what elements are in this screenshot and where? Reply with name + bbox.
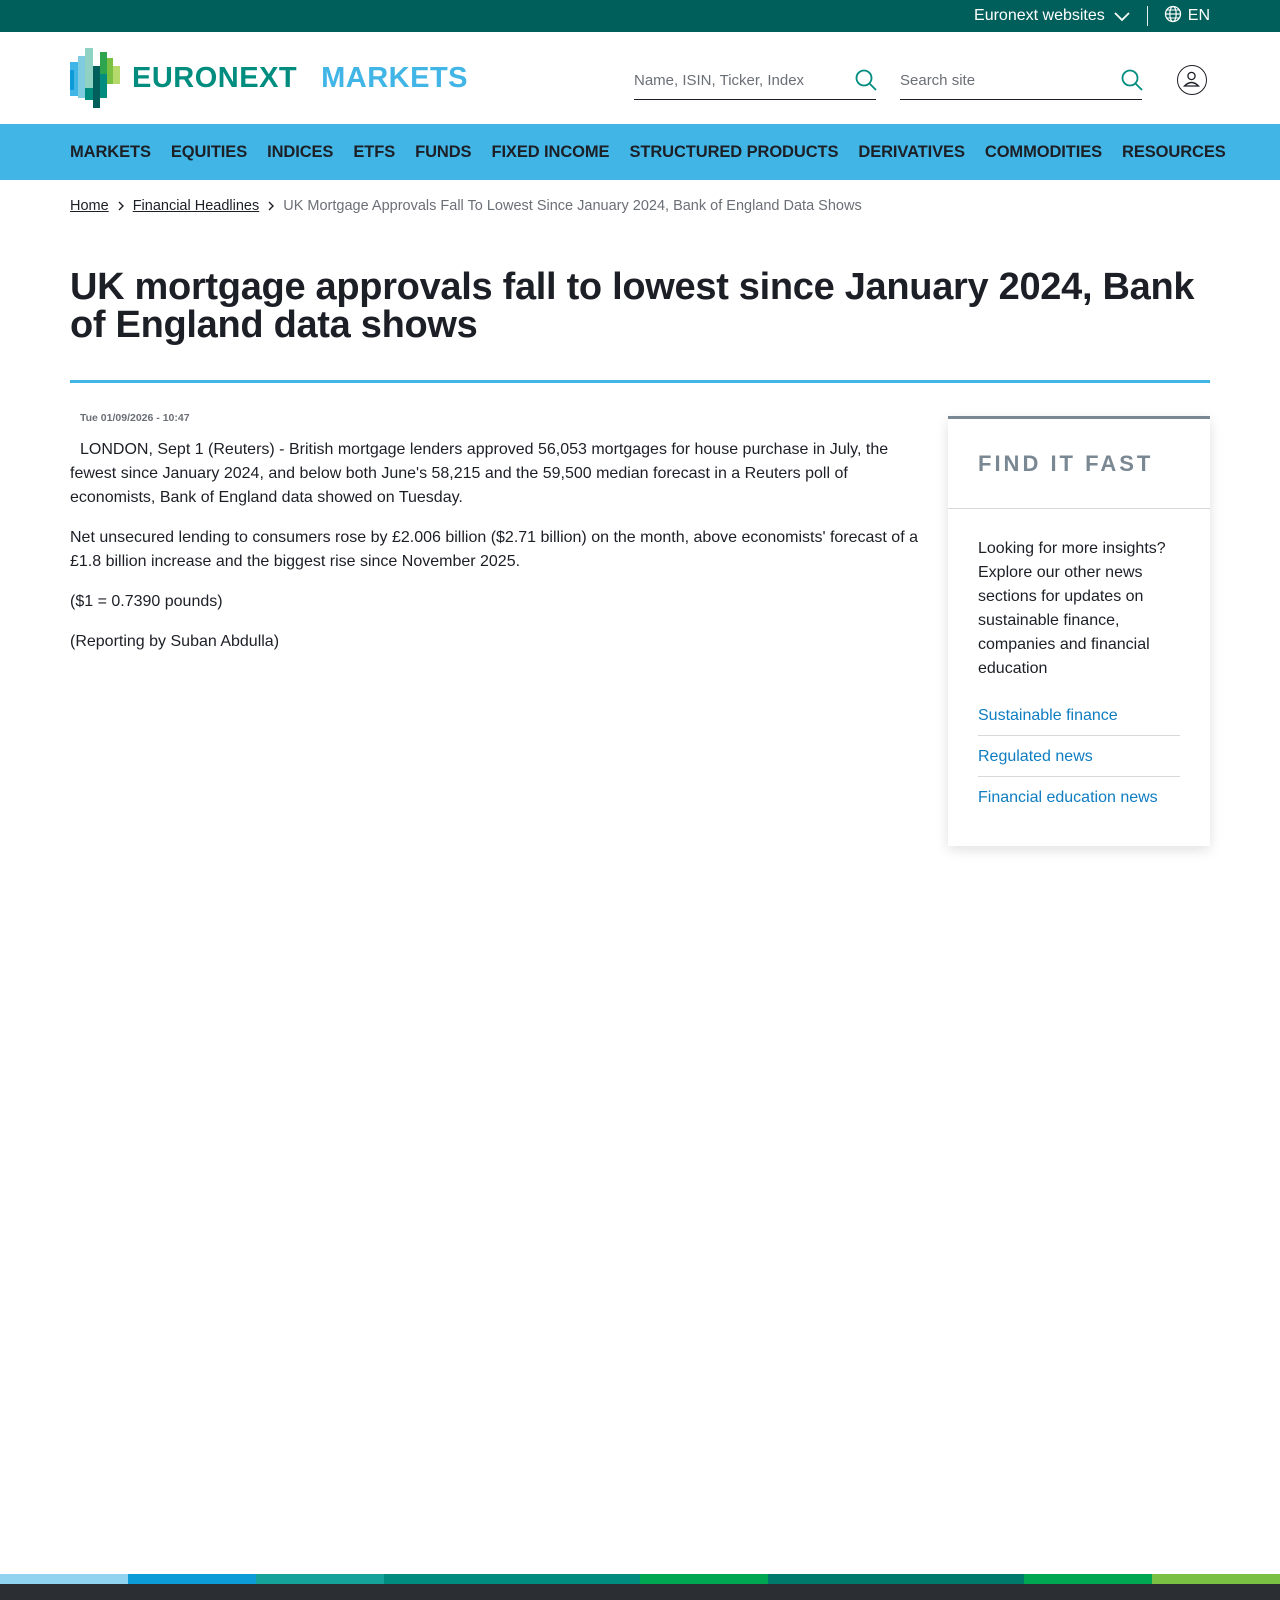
nav-item-derivatives[interactable]: DERIVATIVES <box>858 142 965 161</box>
logo-word: EURONEXT <box>132 61 298 94</box>
search-icon[interactable] <box>854 68 878 97</box>
article-body <box>70 412 920 670</box>
globe-icon <box>1164 5 1182 28</box>
euronext-websites-label: Euronext websites <box>974 7 1105 24</box>
article-paragraph: ($1 = 0.7390 pounds) <box>70 593 223 610</box>
title-divider <box>70 380 1210 383</box>
breadcrumb-home-link[interactable]: Home <box>70 198 109 214</box>
euronext-websites-dropdown[interactable] <box>974 7 1131 25</box>
site-search-input[interactable] <box>900 72 1100 89</box>
instrument-search-input[interactable] <box>634 72 834 89</box>
nav-item-fixed-income[interactable]: FIXED INCOME <box>491 142 610 161</box>
breadcrumb-current: UK Mortgage Approvals Fall To Lowest Since January 2024, Bank of England Data Shows <box>283 198 862 214</box>
article-paragraph: (Reporting by Suban Abdulla) <box>70 633 280 650</box>
nav-item-commodities[interactable]: COMMODITIES <box>984 142 1103 161</box>
find-it-fast-title: FIND IT FAST <box>948 419 1210 509</box>
link-regulated-news[interactable]: Regulated news <box>978 736 1180 777</box>
euronext-logo-mark <box>70 48 120 108</box>
language-label: EN <box>1187 7 1210 24</box>
footer-color-stripe <box>0 1574 1280 1584</box>
chevron-down-icon <box>1113 10 1131 22</box>
divider <box>1147 6 1148 26</box>
nav-item-funds[interactable]: FUNDS <box>415 142 472 161</box>
article-date: Tue 01/09/2026 - 10:47 <box>80 412 190 424</box>
logo-section-name: MARKETS <box>321 61 469 94</box>
find-it-fast-panel <box>948 416 1210 846</box>
footer <box>0 1584 1280 1600</box>
instrument-search <box>634 62 876 100</box>
chevron-right-icon <box>117 200 125 212</box>
find-it-fast-text: Looking for more insights? Explore our other news sections for updates on sustainable finance, companies and financial education <box>978 540 1166 677</box>
article-paragraph: Net unsecured lending to consumers rose by £2.006 billion ($2.71 billion) on the month, above economists' forecast of a £1.8 billion increase and the biggest rise since November 2025. <box>70 529 918 570</box>
nav-item-indices[interactable]: INDICES <box>267 142 334 161</box>
find-it-fast-links <box>948 681 1210 818</box>
page-title: UK mortgage approvals fall to lowest since January 2024, Bank of England data shows <box>70 266 1195 346</box>
link-financial-education-news[interactable]: Financial education news <box>978 789 1158 806</box>
chevron-right-icon <box>267 200 275 212</box>
top-bar <box>0 0 1280 32</box>
nav-item-resources[interactable]: RESOURCES <box>1122 142 1226 161</box>
site-header <box>0 32 1280 124</box>
main-nav <box>0 124 1280 180</box>
language-selector[interactable] <box>1164 5 1210 28</box>
breadcrumb-section-link[interactable]: Financial Headlines <box>132 198 260 214</box>
user-account-icon[interactable] <box>1177 65 1207 95</box>
search-icon[interactable] <box>1120 68 1144 97</box>
article-paragraph: LONDON, Sept 1 (Reuters) - British mortgage lenders approved 56,053 mortgages for house purchase in July, the fewest since January 2024, and below both June's 58,215 and the 59,500 median forecast in a Reuters poll of economists, Bank of England data showed on Tuesday. <box>70 441 889 506</box>
euronext-logo[interactable] <box>70 48 468 108</box>
nav-item-equities[interactable]: EQUITIES <box>170 142 248 161</box>
nav-item-markets[interactable]: MARKETS <box>70 142 151 161</box>
nav-item-structured-products[interactable]: STRUCTURED PRODUCTS <box>629 142 839 161</box>
nav-item-etfs[interactable]: ETFS <box>353 142 396 161</box>
site-search <box>900 62 1142 100</box>
breadcrumb <box>70 198 862 214</box>
link-sustainable-finance[interactable]: Sustainable finance <box>978 695 1180 736</box>
